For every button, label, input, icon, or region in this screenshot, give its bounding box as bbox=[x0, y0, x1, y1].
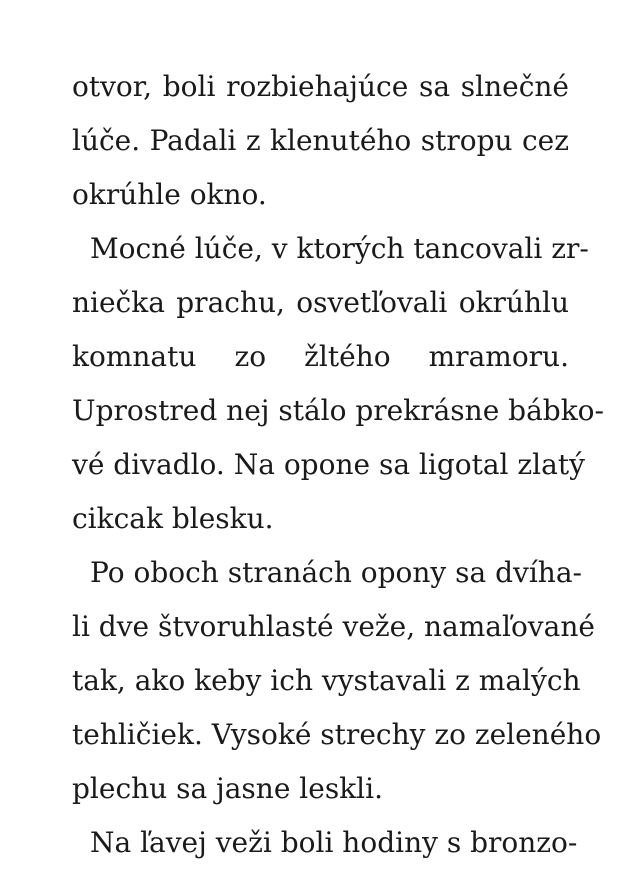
text-line: tehličiek. Vysoké strechy zo zeleného bbox=[72, 718, 602, 751]
text-line: lúče. Padali z klenutého stropu cez bbox=[72, 124, 569, 157]
text-line: Mocné lúče, v ktorých tancovali zr- bbox=[90, 232, 589, 265]
text-line: Po oboch stranách opony sa dvíha- bbox=[90, 556, 582, 589]
text-line: vé divadlo. Na opone sa ligotal zlatý bbox=[72, 448, 585, 481]
text-line: niečka prachu, osvetľovali okrúhlu bbox=[72, 286, 569, 319]
text-line: li dve štvoruhlasté veže, namaľované bbox=[72, 610, 595, 643]
text-line: komnatu zo žltého mramoru. bbox=[72, 340, 569, 373]
text-line: okrúhle okno. bbox=[72, 178, 267, 211]
text-line: otvor, boli rozbiehajúce sa slnečné bbox=[72, 70, 569, 103]
book-page bbox=[72, 60, 604, 870]
text-line: Uprostred nej stálo prekrásne bábko- bbox=[72, 394, 604, 427]
text-line: Na ľavej veži boli hodiny s bronzo- bbox=[90, 826, 578, 859]
text-line: cikcak blesku. bbox=[72, 502, 274, 535]
text-line: plechu sa jasne leskli. bbox=[72, 772, 383, 805]
text-line: tak, ako keby ich vystavali z malých bbox=[72, 664, 581, 697]
